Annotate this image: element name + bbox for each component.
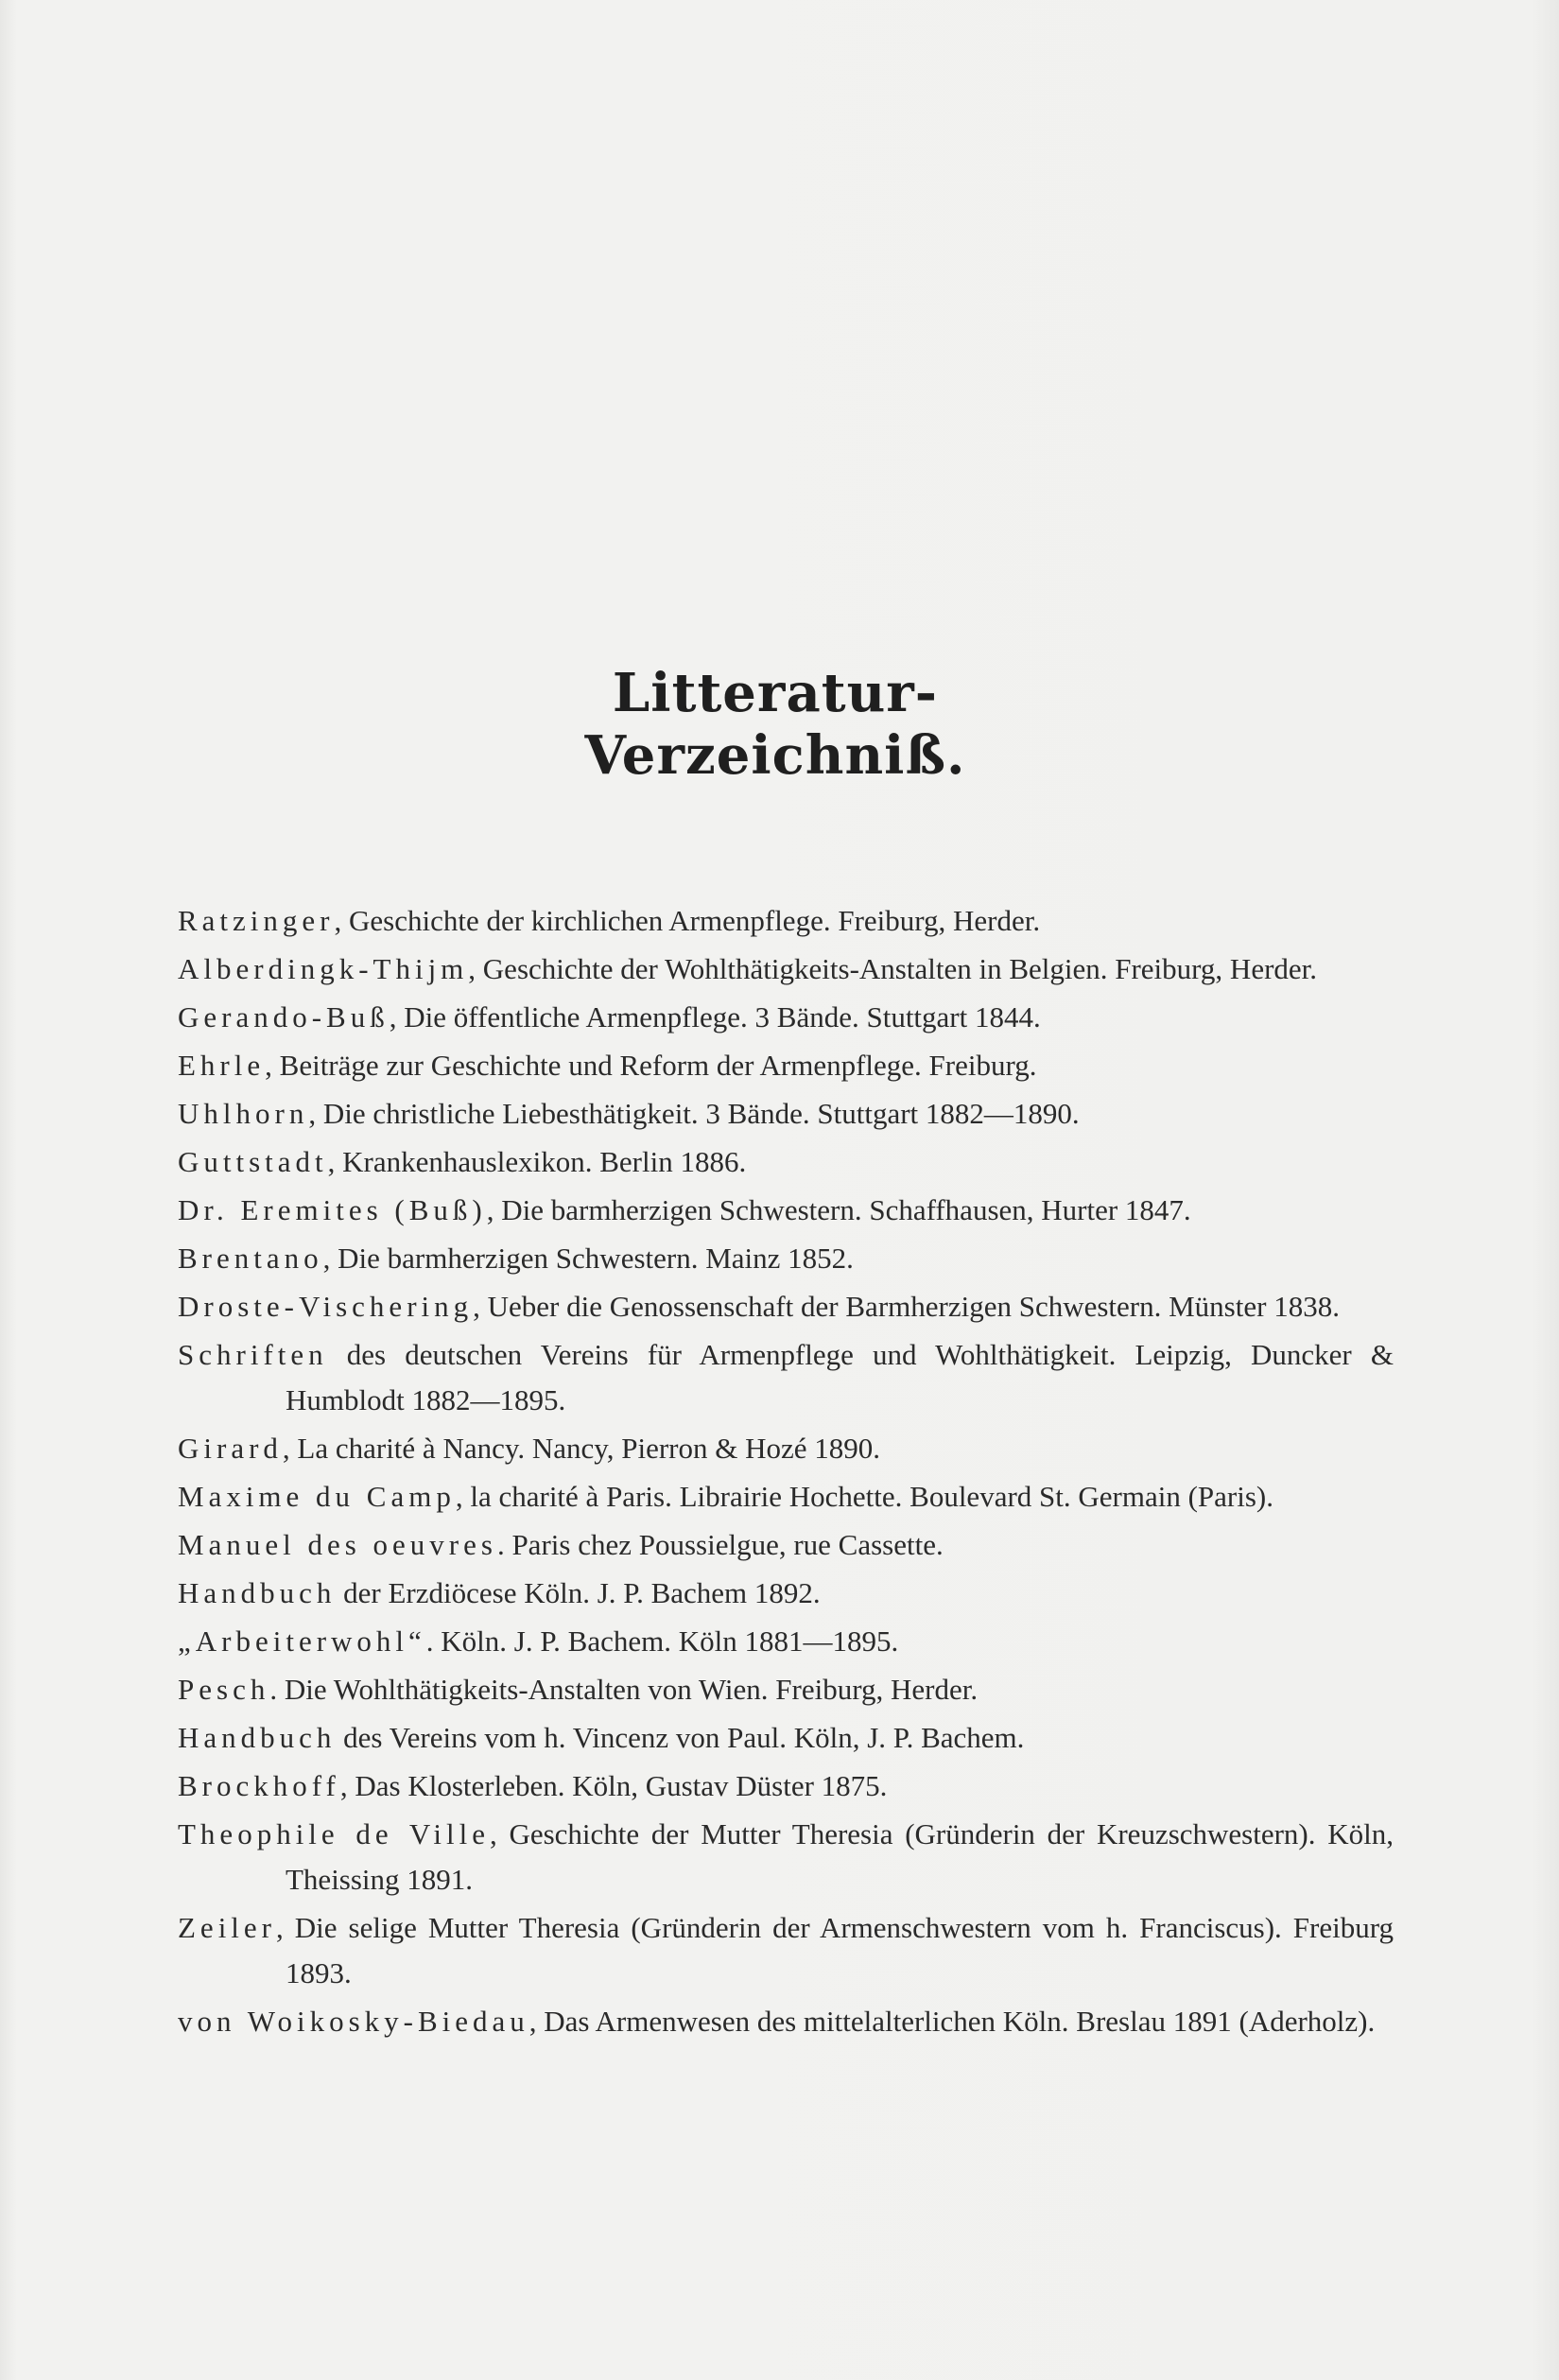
entry-author: von Woikosky-Biedau — [178, 2005, 529, 2038]
list-item — [178, 1715, 1394, 1761]
list-item: Girard, La charité à Nancy. Nancy, Pierron & Hozé 1890. — [178, 1432, 881, 1465]
entry-author: Alberdingk-Thijm — [178, 952, 469, 985]
page-title: Litteratur-Verzeichniß. — [584, 662, 966, 787]
entry-author: „Arbeiterwohl“ — [178, 1624, 426, 1658]
entry-text: Die christliche Liebesthätigkeit. 3 Bände. Stuttgart 1882—1890. — [322, 1097, 1080, 1130]
entry-author: Manuel des oeuvres — [178, 1528, 497, 1561]
list-item: Uhlhorn, Die christliche Liebesthätigkeit. 3 Bände. Stuttgart 1882—1890. — [178, 1097, 1080, 1130]
entry-author: Handbuch — [178, 1721, 337, 1754]
list-item: Guttstadt, Krankenhauslexikon. Berlin 1886. — [178, 1145, 747, 1178]
entry-text: Die barmherzigen Schwestern. Schaffhausen, Hurter 1847. — [501, 1193, 1191, 1226]
entry-author: Pesch — [178, 1673, 270, 1706]
list-item: Pesch. Die Wohlthätigkeits-Anstalten von Wien. Freiburg, Herder. — [178, 1673, 979, 1706]
entry-text: Die öffentliche Armenpflege. 3 Bände. Stuttgart 1844. — [404, 1000, 1041, 1034]
list-item — [178, 1332, 1394, 1423]
entry-text: Die selige Mutter Theresia (Gründerin der Armenschwestern vom h. Franciscus). Freiburg 1893. — [286, 1911, 1394, 1989]
list-item: Maxime du Camp, la charité à Paris. Librairie Hochette. Boulevard St. Germain (Paris). — [178, 1480, 1273, 1513]
entry-author: Guttstadt — [178, 1145, 328, 1178]
entry-text: Köln. J. P. Bachem. Köln 1881—1895. — [441, 1624, 899, 1658]
entry-author: Zeiler — [178, 1911, 277, 1944]
list-item: Brentano, Die barmherzigen Schwestern. Mainz 1852. — [178, 1242, 854, 1275]
list-item: Theophile de Ville, Geschichte der Mutter Theresia (Gründerin der Kreuzschwestern). Köln, Theissing 1891. — [178, 1817, 1394, 1896]
entry-author: Theophile de Ville — [178, 1817, 490, 1850]
entry-author: Girard — [178, 1432, 283, 1465]
list-item: Zeiler, Die selige Mutter Theresia (Gründerin der Armenschwestern vom h. Franciscus). Freiburg 1893. — [178, 1911, 1394, 1989]
entry-author: Ratzinger — [178, 904, 335, 937]
entry-author: Handbuch — [178, 1576, 337, 1609]
list-item: Gerando-Buß, Die öffentliche Armenpflege. 3 Bände. Stuttgart 1844. — [178, 1000, 1041, 1034]
entry-text: La charité à Nancy. Nancy, Pierron & Hozé 1890. — [297, 1432, 881, 1465]
entry-text: Die Wohlthätigkeits-Anstalten von Wien. Freiburg, Herder. — [284, 1673, 979, 1706]
entry-text: Das Klosterleben. Köln, Gustav Düster 1875. — [355, 1769, 888, 1802]
entry-text: des Vereins vom h. Vincenz von Paul. Köln, J. P. Bachem. — [343, 1721, 1025, 1754]
entry-author: Droste-Vischering — [178, 1290, 474, 1323]
list-item — [178, 1571, 1394, 1616]
list-item: Dr. Eremites (Buß), Die barmherzigen Schwestern. Schaffhausen, Hurter 1847. — [178, 1193, 1191, 1226]
list-item: Ratzinger, Geschichte der kirchlichen Armenpflege. Freiburg, Herder. — [178, 904, 1041, 937]
entry-text: Krankenhauslexikon. Berlin 1886. — [342, 1145, 747, 1178]
entry-text: Geschichte der Wohlthätigkeits-Anstalten in Belgien. Freiburg, Herder. — [482, 952, 1318, 985]
entry-text: Beiträge zur Geschichte und Reform der Armenpflege. Freiburg. — [279, 1049, 1037, 1082]
entry-text: Geschichte der Mutter Theresia (Gründerin der Kreuzschwestern). Köln, Theissing 1891. — [286, 1817, 1394, 1896]
entry-text: Paris chez Poussielgue, rue Cassette. — [511, 1528, 944, 1561]
list-item: „Arbeiterwohl“. Köln. J. P. Bachem. Köln 1881—1895. — [178, 1624, 899, 1658]
entry-text: des deutschen Vereins für Armenpflege und Wohlthätigkeit. Leipzig, Duncker & Humblodt 1882—1895. — [286, 1338, 1394, 1416]
entry-text: Geschichte der kirchlichen Armenpflege. Freiburg, Herder. — [349, 904, 1041, 937]
entry-author: Dr. Eremites (Buß) — [178, 1193, 487, 1226]
list-item: Alberdingk-Thijm, Geschichte der Wohlthätigkeits-Anstalten in Belgien. Freiburg, Herder. — [178, 952, 1318, 985]
list-item: Manuel des oeuvres. Paris chez Poussielgue, rue Cassette. — [178, 1528, 944, 1561]
entry-text: der Erzdiöcese Köln. J. P. Bachem 1892. — [343, 1576, 821, 1609]
entry-text: la charité à Paris. Librairie Hochette. Boulevard St. Germain (Paris). — [470, 1480, 1273, 1513]
entry-author: Brentano — [178, 1242, 323, 1275]
entry-author: Schriften — [178, 1338, 328, 1371]
list-item: Droste-Vischering, Ueber die Genossenschaft der Barmherzigen Schwestern. Münster 1838. — [178, 1290, 1340, 1323]
list-item: Brockhoff, Das Klosterleben. Köln, Gustav Düster 1875. — [178, 1769, 888, 1802]
entry-text: Die barmherzigen Schwestern. Mainz 1852. — [338, 1242, 854, 1275]
entry-author: Brockhoff — [178, 1769, 340, 1802]
entry-author: Ehrle — [178, 1049, 266, 1082]
bibliography-list — [178, 898, 1394, 2047]
list-item: von Woikosky-Biedau, Das Armenwesen des mittelalterlichen Köln. Breslau 1891 (Aderholz). — [178, 2005, 1376, 2038]
entry-author: Maxime du Camp — [178, 1480, 456, 1513]
entry-author: Uhlhorn — [178, 1097, 309, 1130]
entry-text: Das Armenwesen des mittelalterlichen Köln. Breslau 1891 (Aderholz). — [544, 2005, 1376, 2038]
entry-text: Ueber die Genossenschaft der Barmherzigen Schwestern. Münster 1838. — [487, 1290, 1340, 1323]
list-item: Ehrle, Beiträge zur Geschichte und Reform der Armenpflege. Freiburg. — [178, 1049, 1037, 1082]
entry-author: Gerando-Buß — [178, 1000, 390, 1034]
